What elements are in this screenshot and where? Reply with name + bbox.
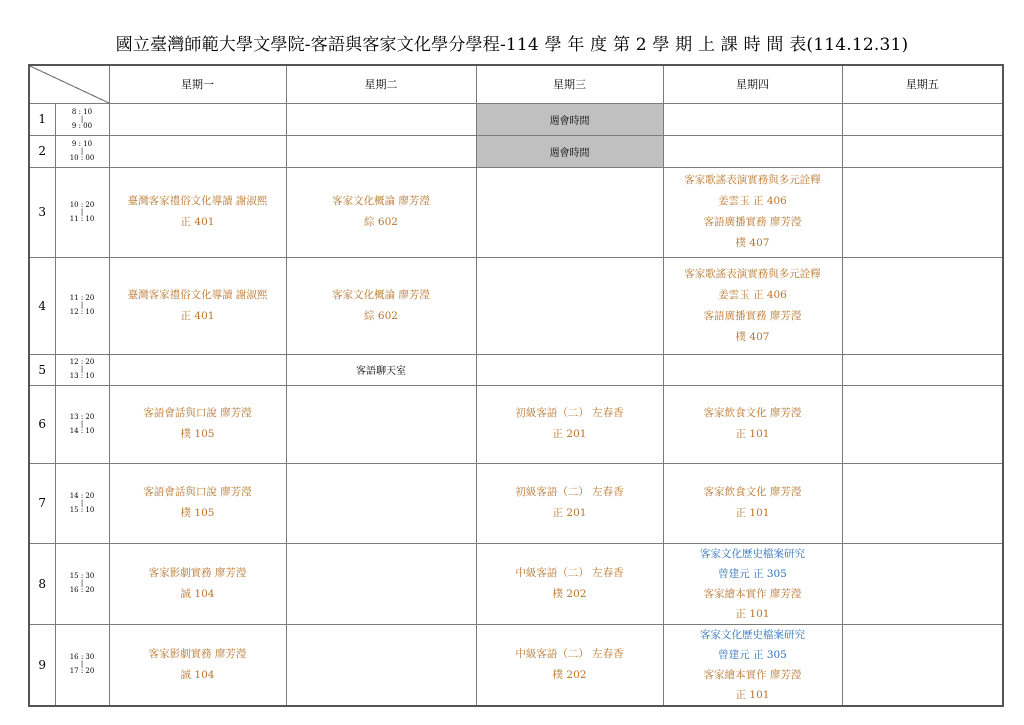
- course-room: 樸 202: [552, 587, 587, 600]
- course-room: 正 401: [180, 216, 215, 228]
- course-name: 中級客語（二） 左春香: [515, 647, 624, 660]
- day-header-wed: 星期三: [476, 65, 663, 103]
- cell-fri-p1: [842, 103, 1003, 135]
- period-time: [55, 624, 109, 706]
- course-name: 客家繪本實作 廖芳瀅: [703, 587, 802, 600]
- course-room: 正 101: [735, 688, 770, 701]
- period-end: 11 : 10: [69, 214, 95, 223]
- course-name: 初級客語（二） 左春香: [515, 407, 624, 419]
- time-separator: |: [80, 498, 84, 507]
- cell-fri-p8: [842, 543, 1003, 624]
- course-cell-mon-p6: [109, 385, 286, 463]
- cell-thu-p5: [663, 354, 842, 385]
- course-name: 客語廣播實務 廖芳瀅: [703, 309, 802, 322]
- cell-thu-p1: [663, 103, 842, 135]
- time-separator: |: [80, 419, 84, 428]
- day-header-thu: 星期四: [663, 65, 842, 103]
- course-cell-wed-p6: [476, 385, 663, 463]
- time-separator: |: [80, 146, 84, 155]
- course-name: 客家影劇實務 廖芳瀅: [148, 566, 247, 579]
- course-name: 客家文化概論 廖芳瀅: [332, 195, 430, 207]
- course-cell-wed-p8: [476, 543, 663, 624]
- period-time: [55, 543, 109, 624]
- cell-wed-p5: [476, 354, 663, 385]
- period-end: 10 : 00: [69, 153, 95, 162]
- cell-tue-p8: [286, 543, 476, 624]
- cell-mon-p1: [109, 103, 286, 135]
- course-room: 樸 407: [735, 330, 770, 343]
- course-name: 客家飲食文化 廖芳瀅: [703, 407, 802, 419]
- period-end: 16 : 20: [69, 586, 95, 594]
- course-room: 正 101: [735, 507, 770, 519]
- period-number: 7: [29, 463, 55, 543]
- period-number: 5: [29, 354, 55, 385]
- period-start: 8 : 10: [71, 107, 93, 116]
- course-teacher-room: 曾建元 正 305: [718, 648, 787, 661]
- period-start: 14 : 20: [69, 491, 95, 500]
- period-start: 9 : 10: [71, 139, 93, 148]
- course-cell-mon-p8: [109, 543, 286, 624]
- course-cell-tue-p3: [286, 167, 476, 257]
- course-name: 初級客語（二） 左春香: [515, 486, 624, 498]
- time-separator: |: [80, 207, 84, 216]
- day-header-fri: 星期五: [842, 65, 1003, 103]
- course-name: 客家繪本實作 廖芳瀅: [703, 668, 802, 681]
- course-name: 中級客語（二） 左春香: [515, 566, 624, 579]
- cell-tue-p5-chat-room: 客語聊天室: [286, 354, 476, 385]
- day-header-mon: 星期一: [109, 65, 286, 103]
- course-cell-wed-p7: [476, 463, 663, 543]
- cell-wed-p1-assembly: 週會時間: [476, 103, 663, 135]
- course-cell-mon-p3: [109, 167, 286, 257]
- course-cell-tue-p4: [286, 257, 476, 354]
- course-name: 客家影劇實務 廖芳瀅: [148, 647, 247, 660]
- course-cell-thu-p3: [663, 167, 842, 257]
- cell-fri-p7: [842, 463, 1003, 543]
- course-room: 正 101: [735, 428, 770, 440]
- cell-fri-p6: [842, 385, 1003, 463]
- course-room: 誠 104: [180, 668, 215, 681]
- period-number: 6: [29, 385, 55, 463]
- period-row-1: [29, 103, 1003, 135]
- cell-mon-p5: [109, 354, 286, 385]
- course-cell-thu-p8: [663, 543, 842, 624]
- cell-tue-p7: [286, 463, 476, 543]
- course-name: 客語會話與口說 廖芳瀅: [143, 407, 252, 419]
- period-end: 15 : 10: [69, 505, 95, 514]
- cell-tue-p6: [286, 385, 476, 463]
- period-number: 2: [29, 135, 55, 167]
- period-start: 15 : 30: [69, 572, 95, 580]
- cell-fri-p9: [842, 624, 1003, 706]
- course-room: 正 201: [552, 428, 587, 440]
- schedule-table: [28, 64, 1004, 707]
- period-start: 13 : 20: [69, 412, 95, 421]
- course-name: 客語會話與口說 廖芳瀅: [143, 486, 252, 498]
- period-start: 12 : 20: [69, 358, 95, 366]
- course-cell-mon-p4: [109, 257, 286, 354]
- course-name: 臺灣客家禮俗文化導讀 謝淑熙: [127, 288, 268, 301]
- header-row: [29, 65, 1003, 103]
- time-separator: |: [80, 301, 84, 309]
- course-cell-thu-p9: [663, 624, 842, 706]
- period-end: 14 : 10: [69, 426, 95, 435]
- course-cell-thu-p6: [663, 385, 842, 463]
- course-room: 樸 407: [735, 237, 770, 249]
- course-name: 客家文化歷史檔案研究: [700, 628, 805, 641]
- period-start: 10 : 20: [69, 200, 95, 209]
- period-row-6: [29, 385, 1003, 463]
- cell-fri-p4: [842, 257, 1003, 354]
- course-room: 正 101: [735, 607, 770, 620]
- period-row-7: [29, 463, 1003, 543]
- course-room: 綜 602: [364, 309, 398, 322]
- cell-fri-p5: [842, 354, 1003, 385]
- time-separator: |: [80, 660, 84, 668]
- period-end: 9 : 00: [71, 121, 93, 130]
- course-room: 誠 104: [180, 587, 215, 600]
- course-room: 樸 202: [552, 668, 587, 681]
- period-time: [55, 135, 109, 167]
- period-time: [55, 463, 109, 543]
- course-cell-thu-p4: [663, 257, 842, 354]
- cell-fri-p3: [842, 167, 1003, 257]
- period-row-5: [29, 354, 1003, 385]
- period-end: 12 : 10: [69, 308, 95, 316]
- period-number: 4: [29, 257, 55, 354]
- period-start: 11 : 20: [69, 294, 95, 302]
- period-time: [55, 385, 109, 463]
- time-separator: |: [80, 365, 84, 373]
- course-name: 客語廣播實務 廖芳瀅: [703, 216, 802, 228]
- course-name: 客家文化概論 廖芳瀅: [332, 288, 430, 301]
- period-row-4: [29, 257, 1003, 354]
- time-separator: |: [80, 579, 84, 587]
- course-cell-thu-p7: [663, 463, 842, 543]
- course-room: 正 201: [552, 507, 587, 519]
- course-cell-mon-p9: [109, 624, 286, 706]
- course-room: 綜 602: [364, 216, 398, 228]
- course-name: 客家文化歷史檔案研究: [700, 547, 805, 560]
- period-time: [55, 103, 109, 135]
- period-number: 9: [29, 624, 55, 706]
- period-time: [55, 354, 109, 385]
- cell-thu-p2: [663, 135, 842, 167]
- time-separator: |: [80, 114, 84, 123]
- course-room: 樸 105: [180, 507, 215, 519]
- period-number: 3: [29, 167, 55, 257]
- course-cell-wed-p9: [476, 624, 663, 706]
- course-teacher-room: 姜雲玉 正 406: [718, 195, 787, 207]
- period-row-3: [29, 167, 1003, 257]
- cell-tue-p1: [286, 103, 476, 135]
- course-teacher-room: 曾建元 正 305: [718, 567, 787, 580]
- page-title: 國立臺灣師範大學文學院-客語與客家文化學分學程-114 學 年 度 第 2 學 期 上 課 時 間 表(114.12.31): [115, 35, 909, 55]
- course-cell-mon-p7: [109, 463, 286, 543]
- course-room: 樸 105: [180, 428, 215, 440]
- period-row-9: [29, 624, 1003, 706]
- cell-wed-p4: [476, 257, 663, 354]
- day-header-tue: 星期二: [286, 65, 476, 103]
- period-number: 1: [29, 103, 55, 135]
- cell-tue-p9: [286, 624, 476, 706]
- period-start: 16 : 30: [69, 653, 95, 661]
- period-row-2: [29, 135, 1003, 167]
- period-time: [55, 257, 109, 354]
- course-name: 客家歌謠表演實務與多元詮釋: [684, 267, 821, 280]
- cell-wed-p3: [476, 167, 663, 257]
- period-end: 13 : 10: [69, 372, 95, 380]
- cell-wed-p2-assembly: 週會時間: [476, 135, 663, 167]
- course-name: 客家歌謠表演實務與多元詮釋: [684, 174, 821, 186]
- corner-cell: [29, 65, 109, 103]
- period-row-8: [29, 543, 1003, 624]
- course-name: 臺灣客家禮俗文化導讀 謝淑熙: [127, 195, 268, 207]
- period-number: 8: [29, 543, 55, 624]
- period-time: [55, 167, 109, 257]
- course-room: 正 401: [180, 309, 215, 322]
- cell-mon-p2: [109, 135, 286, 167]
- cell-fri-p2: [842, 135, 1003, 167]
- course-teacher-room: 姜雲玉 正 406: [718, 288, 787, 301]
- course-name: 客家飲食文化 廖芳瀅: [703, 486, 802, 498]
- cell-tue-p2: [286, 135, 476, 167]
- period-end: 17 : 20: [69, 667, 95, 675]
